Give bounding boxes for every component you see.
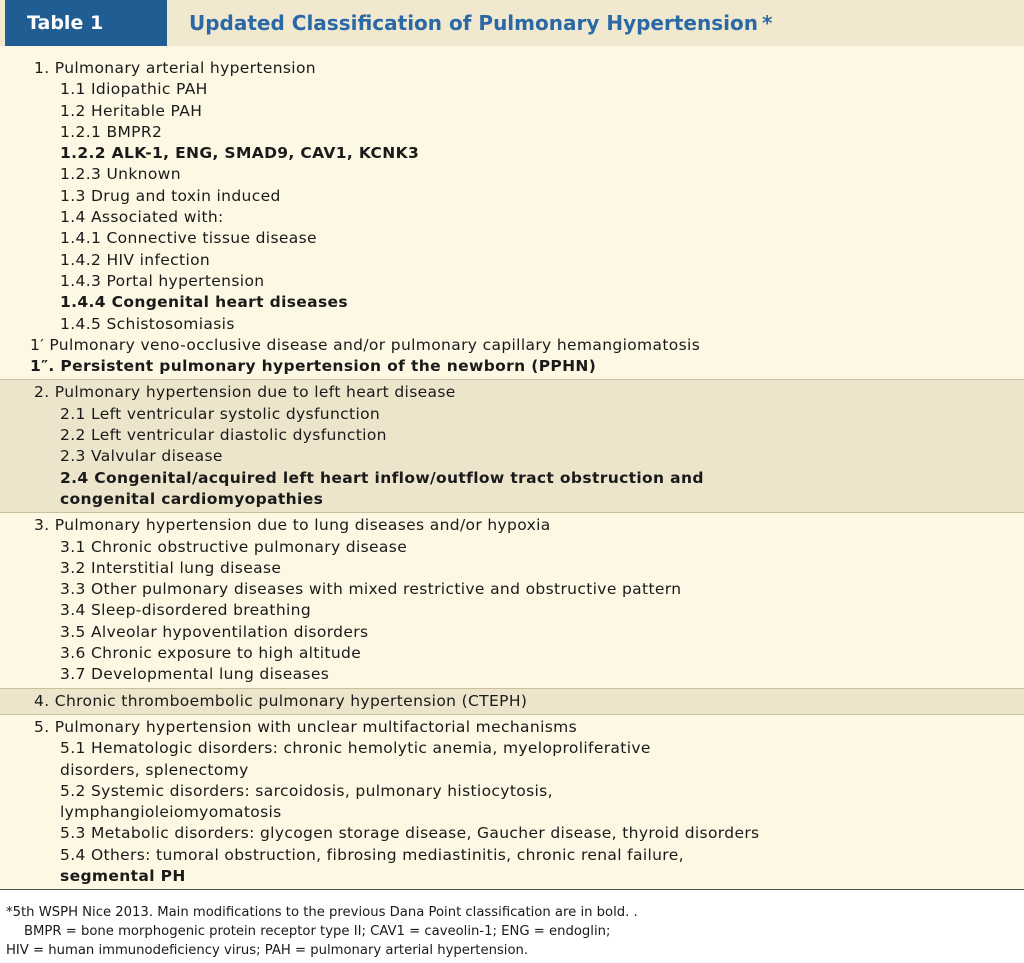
classification-item: 2.2 Left ventricular diastolic dysfunction [60,426,387,445]
classification-item: lymphangioleiomyomatosis [60,803,282,822]
classification-item: 3.3 Other pulmonary diseases with mixed restrictive and obstructive pattern [60,580,682,599]
footnote-line-2: BMPR = bone morphogenic protein receptor type II; CAV1 = caveolin-1; ENG = endoglin; [24,924,611,939]
classification-item: 3. Pulmonary hypertension due to lung diseases and/or hypoxia [34,516,551,535]
classification-item: 1.1 Idiopathic PAH [60,80,208,99]
classification-group [0,688,1024,714]
classification-item: 2.1 Left ventricular systolic dysfunction [60,404,381,423]
classification-item: 1.4.2 HIV infection [60,250,211,269]
classification-item: 1.2.2 ALK-1, ENG, SMAD9, CAV1, KCNK3 [60,144,420,163]
classification-item: 1.4.4 Congenital heart diseases [60,293,348,312]
classification-item: 1.2.1 BMPR2 [60,122,163,141]
classification-item: 1.3 Drug and toxin induced [60,186,281,205]
classification-item: 3.5 Alveolar hypoventilation disorders [60,622,369,641]
footer-divider [0,889,1024,890]
footnote-line-1: *5th WSPH Nice 2013. Main modifications to the previous Dana Point classification are in bold. . [6,905,638,920]
table-header [0,0,1024,46]
classification-item: 1.4.3 Portal hypertension [60,271,265,290]
classification-item: 5.3 Metabolic disorders: glycogen storage disease, Gaucher disease, thyroid disorders [60,824,760,843]
table-number-label: Table 1 [5,0,167,46]
classification-item: 1.4 Associated with: [60,208,224,227]
classification-item: 1.2 Heritable PAH [60,101,203,120]
classification-item: 5.4 Others: tumoral obstruction, fibrosing mediastinitis, chronic renal failure, [60,845,684,864]
table-title [167,0,772,46]
classification-item: 1. Pulmonary arterial hypertension [34,59,316,77]
classification-item: congenital cardiomyopathies [60,489,324,508]
classification-item: 3.6 Chronic exposure to high altitude [60,644,362,663]
classification-item: 2. Pulmonary hypertension due to left heart disease [34,383,456,402]
footnote-line-3: HIV = human immunodeficiency virus; PAH = pulmonary arterial hypertension. [6,943,529,958]
classification-item: 1′ Pulmonary veno-occlusive disease and/or pulmonary capillary hemangiomatosis [30,335,701,354]
table-title-text: Updated Classification of Pulmonary Hypertension [189,11,758,35]
classification-group [0,56,1024,379]
classification-item: disorders, splenectomy [60,760,249,779]
title-footnote-mark: * [761,11,773,35]
classification-list [0,46,1024,889]
classification-item: 5.1 Hematologic disorders: chronic hemolytic anemia, myeloproliferative [60,739,651,758]
classification-item: 1.4.1 Connective tissue disease [60,229,317,248]
classification-group [0,714,1024,889]
classification-item: 2.4 Congenital/acquired left heart inflow/outflow tract obstruction and [60,468,704,487]
classification-item: 1″. Persistent pulmonary hypertension of the newborn (PPHN) [30,357,597,376]
classification-item: 5. Pulmonary hypertension with unclear multifactorial mechanisms [34,717,578,736]
classification-item: 3.4 Sleep-disordered breathing [60,601,312,620]
classification-item: 3.1 Chronic obstructive pulmonary disease [60,537,408,556]
classification-item: 2.3 Valvular disease [60,447,223,466]
classification-group [0,512,1024,687]
table-footnote [0,903,1024,960]
classification-item: 1.2.3 Unknown [60,165,181,184]
classification-item: segmental PH [60,866,186,885]
classification-item: 5.2 Systemic disorders: sarcoidosis, pulmonary histiocytosis, [60,781,553,800]
classification-item: 4. Chronic thromboembolic pulmonary hypertension (CTEPH) [34,691,528,710]
classification-item: 3.2 Interstitial lung disease [60,558,282,577]
classification-item: 1.4.5 Schistosomiasis [60,314,235,333]
classification-group [0,379,1024,512]
classification-item: 3.7 Developmental lung diseases [60,665,330,684]
